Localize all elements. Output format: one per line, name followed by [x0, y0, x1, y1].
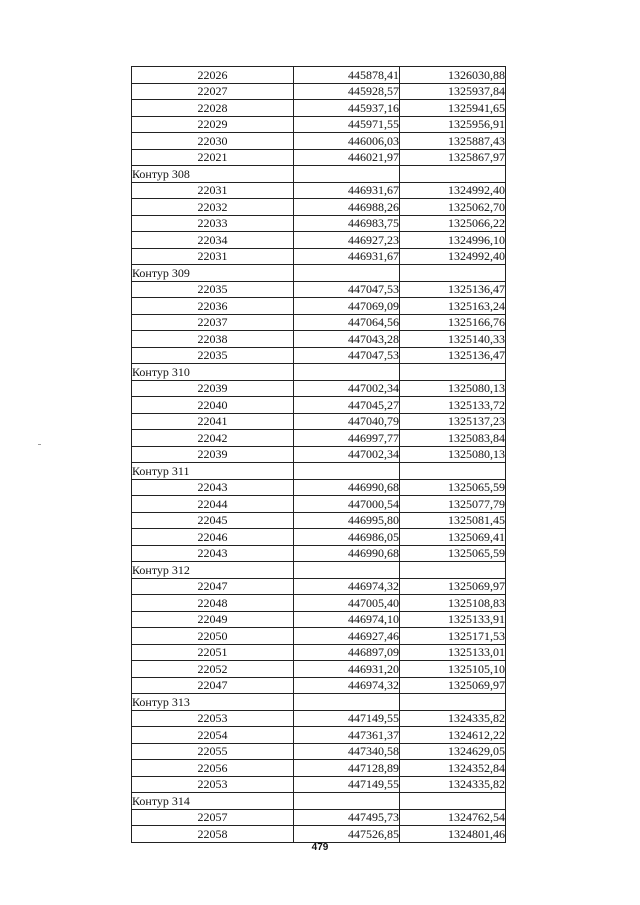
coordinate-row — [132, 512, 506, 529]
point-number: 22049 — [132, 611, 294, 628]
y-coordinate: 1324612,22 — [400, 727, 506, 744]
empty-cell — [400, 463, 506, 480]
coordinate-row — [132, 595, 506, 612]
y-coordinate: 1325083,84 — [400, 430, 506, 447]
coordinate-row — [132, 397, 506, 414]
x-coordinate: 446897,09 — [294, 644, 400, 661]
coordinate-row — [132, 776, 506, 793]
x-coordinate: 446927,46 — [294, 628, 400, 645]
point-number: 22035 — [132, 347, 294, 364]
y-coordinate: 1325069,41 — [400, 529, 506, 546]
coordinate-row — [132, 331, 506, 348]
coordinate-row — [132, 67, 506, 84]
x-coordinate: 446988,26 — [294, 199, 400, 216]
coordinate-row — [132, 826, 506, 843]
scan-speck — [38, 444, 41, 445]
y-coordinate: 1325081,45 — [400, 512, 506, 529]
coordinate-row — [132, 232, 506, 249]
empty-cell — [294, 562, 400, 579]
point-number: 22036 — [132, 298, 294, 315]
point-number: 22027 — [132, 83, 294, 100]
coordinate-row — [132, 298, 506, 315]
point-number: 22046 — [132, 529, 294, 546]
coordinate-row — [132, 479, 506, 496]
point-number: 22048 — [132, 595, 294, 612]
point-number: 22034 — [132, 232, 294, 249]
x-coordinate: 446974,32 — [294, 677, 400, 694]
point-number: 22057 — [132, 809, 294, 826]
point-number: 22050 — [132, 628, 294, 645]
y-coordinate: 1325956,91 — [400, 116, 506, 133]
x-coordinate: 446974,10 — [294, 611, 400, 628]
point-number: 22037 — [132, 314, 294, 331]
coordinate-row — [132, 100, 506, 117]
point-number: 22028 — [132, 100, 294, 117]
coordinate-row — [132, 545, 506, 562]
coordinate-row — [132, 727, 506, 744]
y-coordinate: 1325136,47 — [400, 347, 506, 364]
x-coordinate: 447002,34 — [294, 446, 400, 463]
x-coordinate: 446931,67 — [294, 182, 400, 199]
x-coordinate: 447361,37 — [294, 727, 400, 744]
empty-cell — [400, 364, 506, 381]
y-coordinate: 1325069,97 — [400, 677, 506, 694]
x-coordinate: 445878,41 — [294, 67, 400, 84]
y-coordinate: 1325937,84 — [400, 83, 506, 100]
y-coordinate: 1326030,88 — [400, 67, 506, 84]
x-coordinate: 447495,73 — [294, 809, 400, 826]
empty-cell — [294, 694, 400, 711]
coordinate-row — [132, 809, 506, 826]
x-coordinate: 447149,55 — [294, 710, 400, 727]
x-coordinate: 446995,80 — [294, 512, 400, 529]
point-number: 22032 — [132, 199, 294, 216]
y-coordinate: 1325137,23 — [400, 413, 506, 430]
point-number: 22040 — [132, 397, 294, 414]
empty-cell — [400, 694, 506, 711]
x-coordinate: 446931,67 — [294, 248, 400, 265]
y-coordinate: 1325069,97 — [400, 578, 506, 595]
coordinate-row — [132, 644, 506, 661]
coordinate-row — [132, 677, 506, 694]
coordinate-row — [132, 133, 506, 150]
y-coordinate: 1325105,10 — [400, 661, 506, 678]
x-coordinate: 447000,54 — [294, 496, 400, 513]
empty-cell — [294, 265, 400, 282]
y-coordinate: 1325867,97 — [400, 149, 506, 166]
coordinate-row — [132, 661, 506, 678]
point-number: 22058 — [132, 826, 294, 843]
x-coordinate: 447069,09 — [294, 298, 400, 315]
coordinates-table — [131, 66, 506, 843]
coordinate-row — [132, 281, 506, 298]
x-coordinate: 446990,68 — [294, 479, 400, 496]
y-coordinate: 1325136,47 — [400, 281, 506, 298]
contour-title: Контур 308 — [132, 166, 294, 183]
x-coordinate: 447149,55 — [294, 776, 400, 793]
y-coordinate: 1324992,40 — [400, 248, 506, 265]
x-coordinate: 445971,55 — [294, 116, 400, 133]
coordinate-row — [132, 578, 506, 595]
point-number: 22041 — [132, 413, 294, 430]
contour-header-row — [132, 694, 506, 711]
y-coordinate: 1324996,10 — [400, 232, 506, 249]
x-coordinate: 446006,03 — [294, 133, 400, 150]
x-coordinate: 447043,28 — [294, 331, 400, 348]
coordinate-row — [132, 116, 506, 133]
page-number: 479 — [311, 842, 329, 853]
coordinate-row — [132, 149, 506, 166]
y-coordinate: 1325065,59 — [400, 545, 506, 562]
y-coordinate: 1325133,01 — [400, 644, 506, 661]
coordinate-row — [132, 347, 506, 364]
coordinate-row — [132, 760, 506, 777]
coordinates-table-body — [132, 67, 506, 843]
y-coordinate: 1325941,65 — [400, 100, 506, 117]
y-coordinate: 1325065,59 — [400, 479, 506, 496]
point-number: 22053 — [132, 776, 294, 793]
point-number: 22045 — [132, 512, 294, 529]
empty-cell — [400, 265, 506, 282]
point-number: 22047 — [132, 578, 294, 595]
x-coordinate: 446986,05 — [294, 529, 400, 546]
x-coordinate: 446997,77 — [294, 430, 400, 447]
x-coordinate: 446931,20 — [294, 661, 400, 678]
point-number: 22056 — [132, 760, 294, 777]
point-number: 22039 — [132, 446, 294, 463]
coordinate-row — [132, 182, 506, 199]
x-coordinate: 447526,85 — [294, 826, 400, 843]
point-number: 22051 — [132, 644, 294, 661]
coordinate-row — [132, 743, 506, 760]
x-coordinate: 446927,23 — [294, 232, 400, 249]
x-coordinate: 447040,79 — [294, 413, 400, 430]
y-coordinate: 1324801,46 — [400, 826, 506, 843]
point-number: 22038 — [132, 331, 294, 348]
x-coordinate: 447047,53 — [294, 281, 400, 298]
y-coordinate: 1325077,79 — [400, 496, 506, 513]
coordinate-row — [132, 496, 506, 513]
contour-header-row — [132, 364, 506, 381]
coordinate-row — [132, 248, 506, 265]
y-coordinate: 1324335,82 — [400, 710, 506, 727]
point-number: 22039 — [132, 380, 294, 397]
contour-title: Контур 310 — [132, 364, 294, 381]
y-coordinate: 1325062,70 — [400, 199, 506, 216]
point-number: 22026 — [132, 67, 294, 84]
y-coordinate: 1325108,83 — [400, 595, 506, 612]
point-number: 22035 — [132, 281, 294, 298]
point-number: 22021 — [132, 149, 294, 166]
contour-title: Контур 311 — [132, 463, 294, 480]
empty-cell — [294, 166, 400, 183]
y-coordinate: 1325066,22 — [400, 215, 506, 232]
x-coordinate: 447005,40 — [294, 595, 400, 612]
y-coordinate: 1325140,33 — [400, 331, 506, 348]
contour-header-row — [132, 562, 506, 579]
point-number: 22031 — [132, 248, 294, 265]
coordinate-row — [132, 314, 506, 331]
x-coordinate: 447064,56 — [294, 314, 400, 331]
contour-header-row — [132, 166, 506, 183]
y-coordinate: 1325080,13 — [400, 446, 506, 463]
x-coordinate: 447045,27 — [294, 397, 400, 414]
coordinate-row — [132, 380, 506, 397]
x-coordinate: 445937,16 — [294, 100, 400, 117]
y-coordinate: 1325163,24 — [400, 298, 506, 315]
y-coordinate: 1324762,54 — [400, 809, 506, 826]
y-coordinate: 1324335,82 — [400, 776, 506, 793]
coordinate-row — [132, 628, 506, 645]
point-number: 22055 — [132, 743, 294, 760]
point-number: 22043 — [132, 545, 294, 562]
y-coordinate: 1324629,05 — [400, 743, 506, 760]
contour-header-row — [132, 793, 506, 810]
x-coordinate: 446021,97 — [294, 149, 400, 166]
y-coordinate: 1325171,53 — [400, 628, 506, 645]
coordinate-row — [132, 611, 506, 628]
empty-cell — [400, 793, 506, 810]
x-coordinate: 447340,58 — [294, 743, 400, 760]
y-coordinate: 1325887,43 — [400, 133, 506, 150]
point-number: 22029 — [132, 116, 294, 133]
y-coordinate: 1325133,72 — [400, 397, 506, 414]
contour-title: Контур 313 — [132, 694, 294, 711]
y-coordinate: 1324992,40 — [400, 182, 506, 199]
x-coordinate: 446983,75 — [294, 215, 400, 232]
contour-header-row — [132, 265, 506, 282]
y-coordinate: 1325166,76 — [400, 314, 506, 331]
coordinate-row — [132, 83, 506, 100]
x-coordinate: 447128,89 — [294, 760, 400, 777]
contour-title: Контур 312 — [132, 562, 294, 579]
empty-cell — [294, 364, 400, 381]
coordinate-row — [132, 215, 506, 232]
coordinate-row — [132, 413, 506, 430]
y-coordinate: 1324352,84 — [400, 760, 506, 777]
point-number: 22030 — [132, 133, 294, 150]
coordinate-row — [132, 446, 506, 463]
point-number: 22052 — [132, 661, 294, 678]
point-number: 22031 — [132, 182, 294, 199]
y-coordinate: 1325133,91 — [400, 611, 506, 628]
coordinate-row — [132, 199, 506, 216]
point-number: 22044 — [132, 496, 294, 513]
empty-cell — [400, 166, 506, 183]
point-number: 22053 — [132, 710, 294, 727]
contour-title: Контур 309 — [132, 265, 294, 282]
contour-title: Контур 314 — [132, 793, 294, 810]
point-number: 22043 — [132, 479, 294, 496]
empty-cell — [294, 793, 400, 810]
x-coordinate: 446974,32 — [294, 578, 400, 595]
empty-cell — [400, 562, 506, 579]
y-coordinate: 1325080,13 — [400, 380, 506, 397]
coordinate-row — [132, 529, 506, 546]
point-number: 22033 — [132, 215, 294, 232]
contour-header-row — [132, 463, 506, 480]
point-number: 22042 — [132, 430, 294, 447]
coordinate-row — [132, 430, 506, 447]
x-coordinate: 445928,57 — [294, 83, 400, 100]
empty-cell — [294, 463, 400, 480]
x-coordinate: 447047,53 — [294, 347, 400, 364]
coordinate-row — [132, 710, 506, 727]
point-number: 22054 — [132, 727, 294, 744]
x-coordinate: 447002,34 — [294, 380, 400, 397]
point-number: 22047 — [132, 677, 294, 694]
x-coordinate: 446990,68 — [294, 545, 400, 562]
